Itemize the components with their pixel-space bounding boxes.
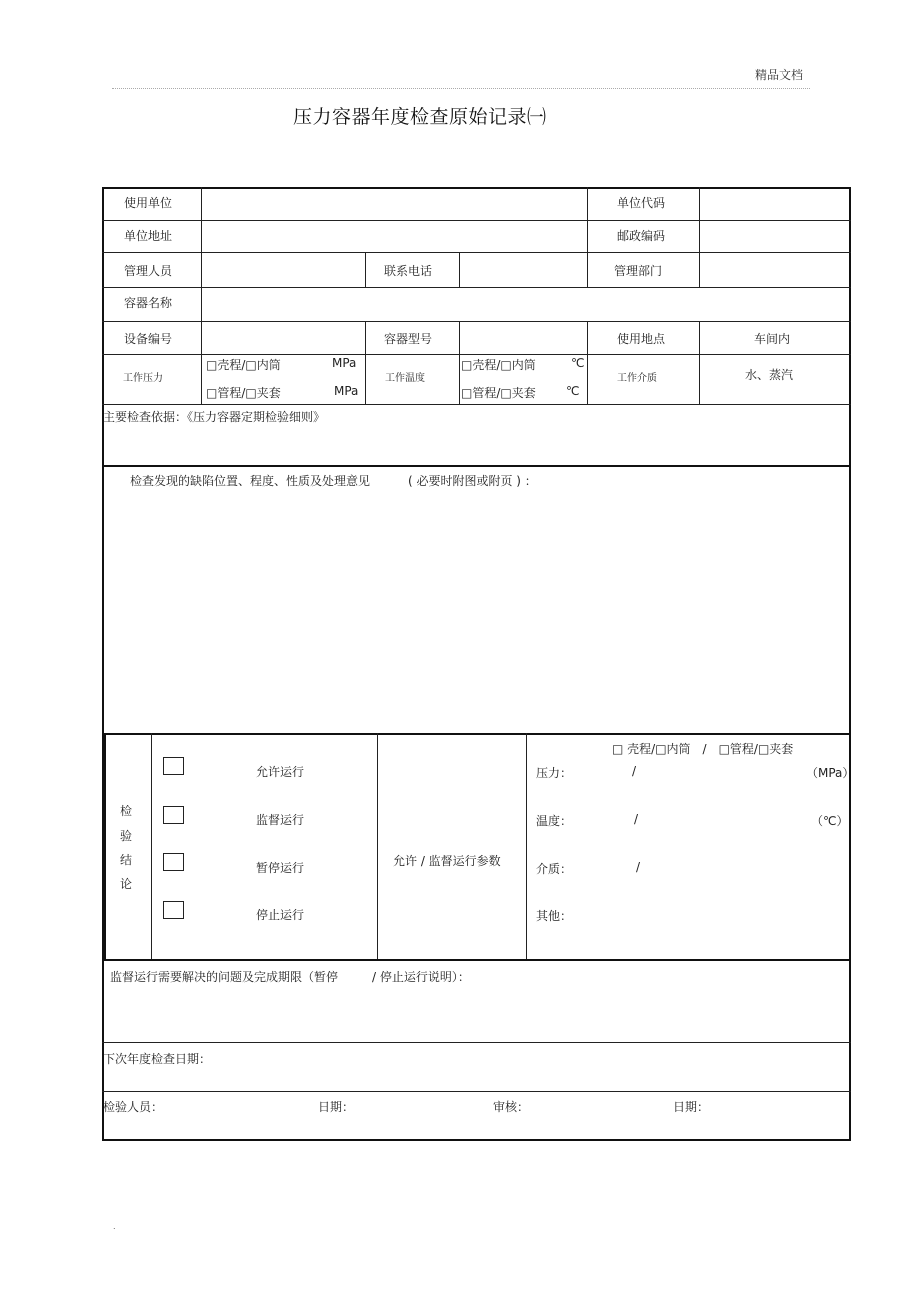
option-label: 允许运行 bbox=[256, 765, 305, 779]
pressure-unit-2: MPa bbox=[334, 384, 359, 398]
col-divider bbox=[459, 321, 460, 404]
temp-param-label: 温度： bbox=[536, 814, 573, 828]
col-divider bbox=[151, 733, 152, 959]
next-inspection-date-field[interactable] bbox=[210, 1046, 846, 1086]
col-divider bbox=[459, 252, 460, 287]
supervision-label: 监督运行需要解决的问题及完成期限（暂停 bbox=[110, 970, 339, 984]
label-work-pressure: 工作压力 bbox=[123, 373, 163, 384]
user-unit-field[interactable] bbox=[203, 190, 585, 218]
option-label: 暂停运行 bbox=[256, 861, 305, 875]
col-divider bbox=[699, 252, 700, 287]
option-label: 监督运行 bbox=[256, 813, 305, 827]
temp-param-unit: （℃） bbox=[811, 814, 849, 828]
label-use-location: 使用地点 bbox=[617, 332, 666, 346]
unit-address-field[interactable] bbox=[203, 222, 585, 250]
col-divider bbox=[587, 321, 588, 404]
pressure-slash: / bbox=[632, 764, 637, 778]
conclusion-char: 结 bbox=[120, 853, 133, 867]
col-divider bbox=[104, 733, 106, 959]
stop-operation-checkbox[interactable] bbox=[163, 901, 184, 919]
label-dept: 管理部门 bbox=[614, 264, 663, 278]
label-user-unit: 使用单位 bbox=[124, 196, 173, 210]
col-divider bbox=[587, 252, 588, 287]
pressure-tube-line[interactable]: □管程/□夹套 bbox=[206, 386, 281, 400]
postal-code-field[interactable] bbox=[701, 222, 847, 250]
allow-operation-checkbox[interactable] bbox=[163, 757, 184, 775]
row-divider bbox=[102, 465, 851, 467]
supervision-label-2: / 停止运行说明）： bbox=[372, 970, 470, 984]
vessel-model-field[interactable] bbox=[461, 323, 585, 352]
date-label-2: 日期： bbox=[673, 1100, 710, 1114]
defects-text-area[interactable] bbox=[106, 492, 848, 730]
row-divider bbox=[102, 1042, 851, 1043]
row-divider bbox=[102, 354, 851, 355]
conclusion-char: 论 bbox=[120, 877, 133, 891]
param-header[interactable]: □ 壳程/□内筒 / □管程/□夹套 bbox=[612, 742, 794, 756]
row-divider bbox=[102, 252, 851, 253]
label-contact-phone: 联系电话 bbox=[384, 264, 433, 278]
row-divider bbox=[102, 220, 851, 221]
pressure-shell-line[interactable]: □壳程/□内筒 bbox=[206, 358, 281, 372]
col-divider bbox=[365, 321, 366, 404]
medium-value: 水、蒸汽 bbox=[745, 368, 794, 382]
conclusion-char: 验 bbox=[120, 829, 133, 843]
medium-param-label: 介质： bbox=[536, 862, 573, 876]
params-label: 允许 / 监督运行参数 bbox=[393, 854, 501, 868]
label-unit-address: 单位地址 bbox=[124, 229, 173, 243]
label-vessel-model: 容器型号 bbox=[384, 332, 433, 346]
vessel-name-field[interactable] bbox=[203, 289, 847, 319]
next-inspection-date-label: 下次年度检查日期： bbox=[103, 1052, 212, 1066]
inspection-basis: 主要检查依据：《压力容器定期检验细则》 bbox=[103, 410, 326, 424]
col-divider bbox=[365, 252, 366, 287]
header-divider bbox=[112, 88, 810, 89]
col-divider bbox=[699, 187, 700, 252]
temp-slash: / bbox=[634, 812, 639, 826]
pressure-unit-1: MPa bbox=[332, 356, 357, 370]
date-label-1: 日期： bbox=[318, 1100, 355, 1114]
equip-no-field[interactable] bbox=[203, 323, 363, 352]
label-manager: 管理人员 bbox=[124, 264, 173, 278]
col-divider bbox=[587, 187, 588, 252]
col-divider bbox=[201, 187, 202, 220]
row-divider bbox=[102, 733, 851, 735]
manager-field[interactable] bbox=[203, 254, 363, 285]
page-mark: . bbox=[113, 1222, 116, 1231]
inspector-label: 检验人员： bbox=[103, 1100, 164, 1114]
temp-shell-line[interactable]: □壳程/□内筒 bbox=[461, 358, 536, 372]
col-divider bbox=[699, 321, 700, 404]
option-label: 停止运行 bbox=[256, 908, 305, 922]
row-divider bbox=[102, 959, 851, 961]
other-param-label: 其他： bbox=[536, 909, 573, 923]
supervision-text-area[interactable] bbox=[106, 986, 848, 1040]
label-postal-code: 邮政编码 bbox=[617, 229, 666, 243]
label-work-medium: 工作介质 bbox=[617, 373, 657, 384]
col-divider bbox=[201, 252, 202, 404]
col-divider bbox=[377, 733, 378, 959]
row-divider bbox=[102, 404, 851, 405]
temp-unit-1: ℃ bbox=[571, 356, 585, 370]
row-divider bbox=[102, 321, 851, 322]
label-work-temp: 工作温度 bbox=[385, 373, 425, 384]
page-title: 压力容器年度检查原始记录㈠ bbox=[293, 106, 547, 128]
label-vessel-name: 容器名称 bbox=[124, 296, 173, 310]
header-label: 精品文档 bbox=[755, 68, 804, 82]
temp-tube-line[interactable]: □管程/□夹套 bbox=[461, 386, 536, 400]
label-unit-code: 单位代码 bbox=[617, 196, 666, 210]
pressure-param-label: 压力： bbox=[536, 766, 573, 780]
col-divider bbox=[526, 733, 527, 959]
medium-slash: / bbox=[636, 860, 641, 874]
review-label: 审核： bbox=[493, 1100, 530, 1114]
row-divider bbox=[102, 287, 851, 288]
conclusion-char: 检 bbox=[120, 804, 133, 818]
temp-unit-2: ℃ bbox=[566, 384, 580, 398]
unit-code-field[interactable] bbox=[701, 190, 847, 218]
use-location-value: 车间内 bbox=[754, 332, 791, 346]
row-divider bbox=[102, 1091, 851, 1092]
pressure-param-unit: （MPa） bbox=[806, 766, 855, 780]
dept-field[interactable] bbox=[701, 254, 847, 285]
contact-phone-field[interactable] bbox=[461, 254, 585, 285]
defects-label: 检查发现的缺陷位置、程度、性质及处理意见 bbox=[130, 474, 371, 488]
label-equip-no: 设备编号 bbox=[124, 332, 173, 346]
suspend-operation-checkbox[interactable] bbox=[163, 853, 184, 871]
supervised-operation-checkbox[interactable] bbox=[163, 806, 184, 824]
col-divider bbox=[201, 220, 202, 252]
defects-note: ( 必要时附图或附页 ) ： bbox=[408, 474, 537, 488]
